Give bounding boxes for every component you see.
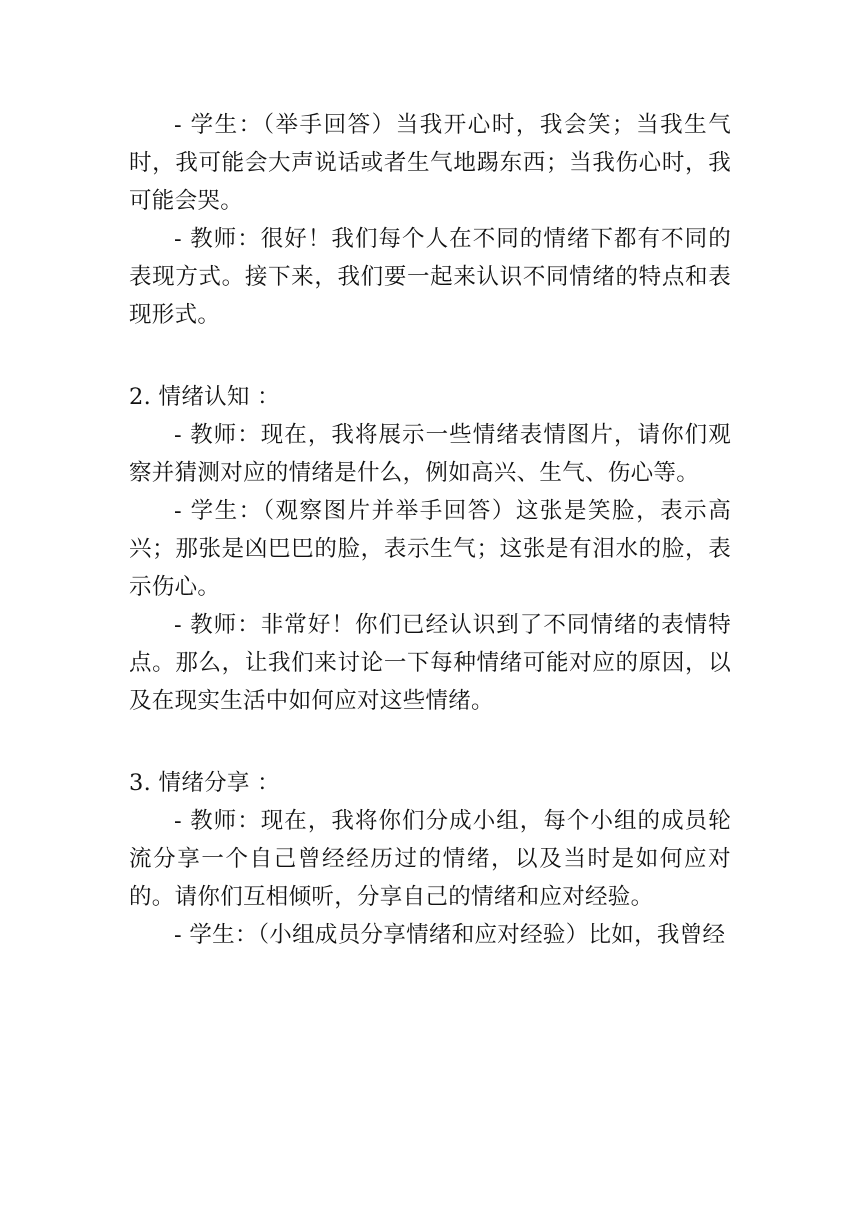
section-gap [129, 334, 731, 378]
teacher-paragraph: - 教师：非常好！你们已经认识到了不同情绪的表情特点。那么，让我们来讨论一下每种情绪可能对应的原因，以及在现实生活中如何应对这些情绪。 [129, 612, 731, 714]
section-heading-emotion-recognition: 2. 情绪认知 ： [129, 384, 280, 410]
section-gap [129, 720, 731, 764]
teacher-paragraph: - 教师：现在，我将你们分成小组，每个小组的成员轮流分享一个自己曾经经历过的情绪，以及当时是如何应对的。请你们互相倾听，分享自己的情绪和应对经验。 [129, 808, 731, 910]
teacher-paragraph: - 教师：现在，我将展示一些情绪表情图片，请你们观察并猜测对应的情绪是什么，例如高兴、生气、伤心等。 [129, 422, 731, 486]
section-heading-emotion-sharing: 3. 情绪分享 ： [129, 770, 280, 796]
student-answer-paragraph: - 学生：（举手回答）当我开心时，我会笑；当我生气时，我可能会大声说话或者生气地踢东西；当我伤心时，我可能会哭。 [129, 112, 731, 214]
document-body [129, 106, 731, 954]
student-paragraph: - 学生：（小组成员分享情绪和应对经验）比如，我曾经 [174, 922, 726, 948]
student-paragraph: - 学生：（观察图片并举手回答）这张是笑脸，表示高兴；那张是凶巴巴的脸，表示生气；这张是有泪水的脸，表示伤心。 [129, 498, 731, 600]
teacher-response-paragraph: - 教师：很好！我们每个人在不同的情绪下都有不同的表现方式。接下来，我们要一起来认识不同情绪的特点和表现形式。 [129, 226, 731, 328]
